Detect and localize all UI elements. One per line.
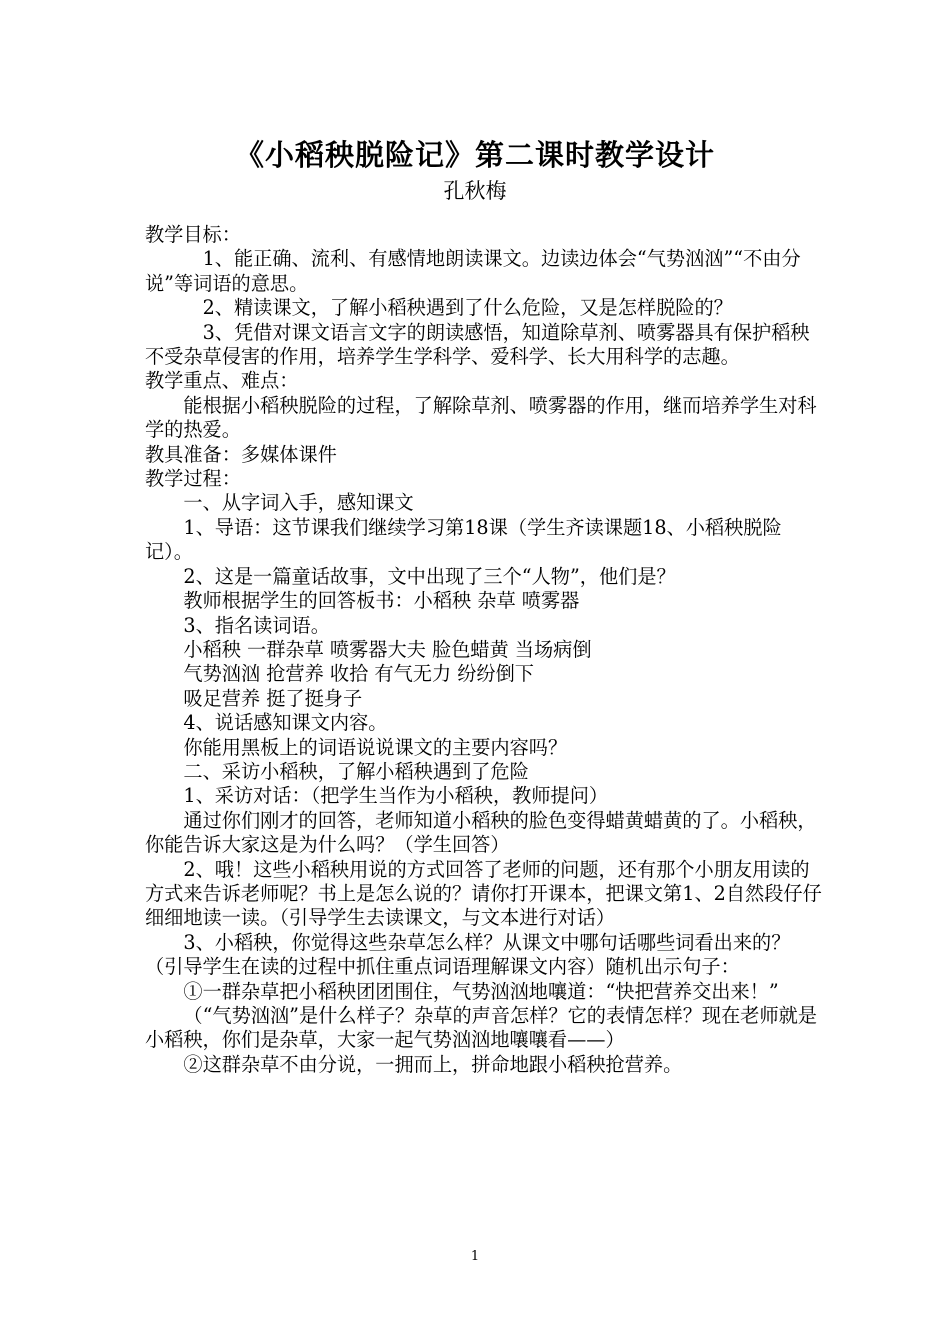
- document-title: 《小稻秧脱险记》第二课时教学设计: [234, 138, 715, 172]
- paragraph: 二、采访小稻秧，了解小稻秧遇到了危险: [183, 759, 529, 783]
- paragraph: 3、凭借对课文语言文字的朗读感悟，知道除草剂、喷雾器具有保护稻秧不受杂草侵害的作用，培养学生学科学、爱科学、长大用科学的志趣。: [145, 320, 810, 369]
- paragraph: 一、从字词入手，感知课文: [183, 491, 414, 515]
- paragraph: 1、导语：这节课我们继续学习第18课（学生齐读课题18、小稻秧脱险记）。: [145, 515, 782, 564]
- paragraph: ②这群杂草不由分说，一拥而上，拼命地跟小稻秧抢营养。: [183, 1052, 683, 1076]
- paragraph: 2、精读课文，了解小稻秧遇到了什么危险，又是怎样脱险的？: [202, 296, 733, 320]
- paragraph: 2、这是一篇童话故事，文中出现了三个“人物”，他们是？: [183, 564, 676, 588]
- paragraph: 1、采访对话：（把学生当作为小稻秧，教师提问）: [183, 784, 609, 808]
- paragraph: 1、能正确、流利、有感情地朗读课文。边读边体会“气势汹汹”“不由分说”等词语的意思。: [145, 247, 801, 295]
- paragraph: 4、说话感知课文内容。: [183, 711, 388, 735]
- paragraph: 3、指名读词语。: [183, 613, 330, 637]
- page-number: 1: [470, 1249, 480, 1264]
- paragraph: 教学重点、难点：: [145, 369, 299, 393]
- paragraph: 2、哦！这些小稻秧用说的方式回答了老师的问题，还有那个小朋友用读的方式来告诉老师呢？书上是怎么说的？请你打开课本，把课文第1、2自然段仔仔细细地读一读。（引导学生去读课文，与文本进行对话）: [145, 857, 822, 930]
- paragraph: （“气势汹汹”是什么样子？杂草的声音怎样？它的表情怎样？现在老师就是小稻秧，你们是杂草，大家一起气势汹汹地嚷嚷看——）: [145, 1004, 818, 1052]
- paragraph: 你能用黑板上的词语说说课文的主要内容吗？: [183, 735, 568, 759]
- paragraph: 教具准备：多媒体课件: [145, 442, 337, 466]
- document-body: [145, 223, 825, 1077]
- paragraph: 能根据小稻秧脱险的过程，了解除草剂、喷雾器的作用，继而培养学生对科学的热爱。: [145, 393, 817, 442]
- paragraph: 小稻秧 一群杂草 喷雾器大夫 脸色蜡黄 当场病倒: [183, 637, 592, 661]
- document-author: 孔秋梅: [443, 179, 507, 203]
- paragraph: ①一群杂草把小稻秧团团围住，气势汹汹地嚷道：“快把营养交出来！”: [183, 979, 779, 1003]
- paragraph: 教学过程：: [145, 467, 241, 491]
- paragraph: 3、小稻秧，你觉得这些杂草怎么样？从课文中哪句话哪些词看出来的？（引导学生在读的过程中抓住重点词语理解课文内容）随机出示句子：: [145, 930, 791, 979]
- paragraph: 教师根据学生的回答板书：小稻秧 杂草 喷雾器: [183, 589, 580, 613]
- paragraph: 通过你们刚才的回答，老师知道小稻秧的脸色变得蜡黄蜡黄的了。小稻秧，你能告诉大家这是为什么吗？（学生回答）: [145, 808, 817, 857]
- paragraph: 气势汹汹 抢营养 收拾 有气无力 纷纷倒下: [183, 662, 534, 686]
- paragraph: 吸足营养 挺了挺身子: [183, 686, 363, 710]
- paragraph: 教学目标：: [145, 223, 241, 246]
